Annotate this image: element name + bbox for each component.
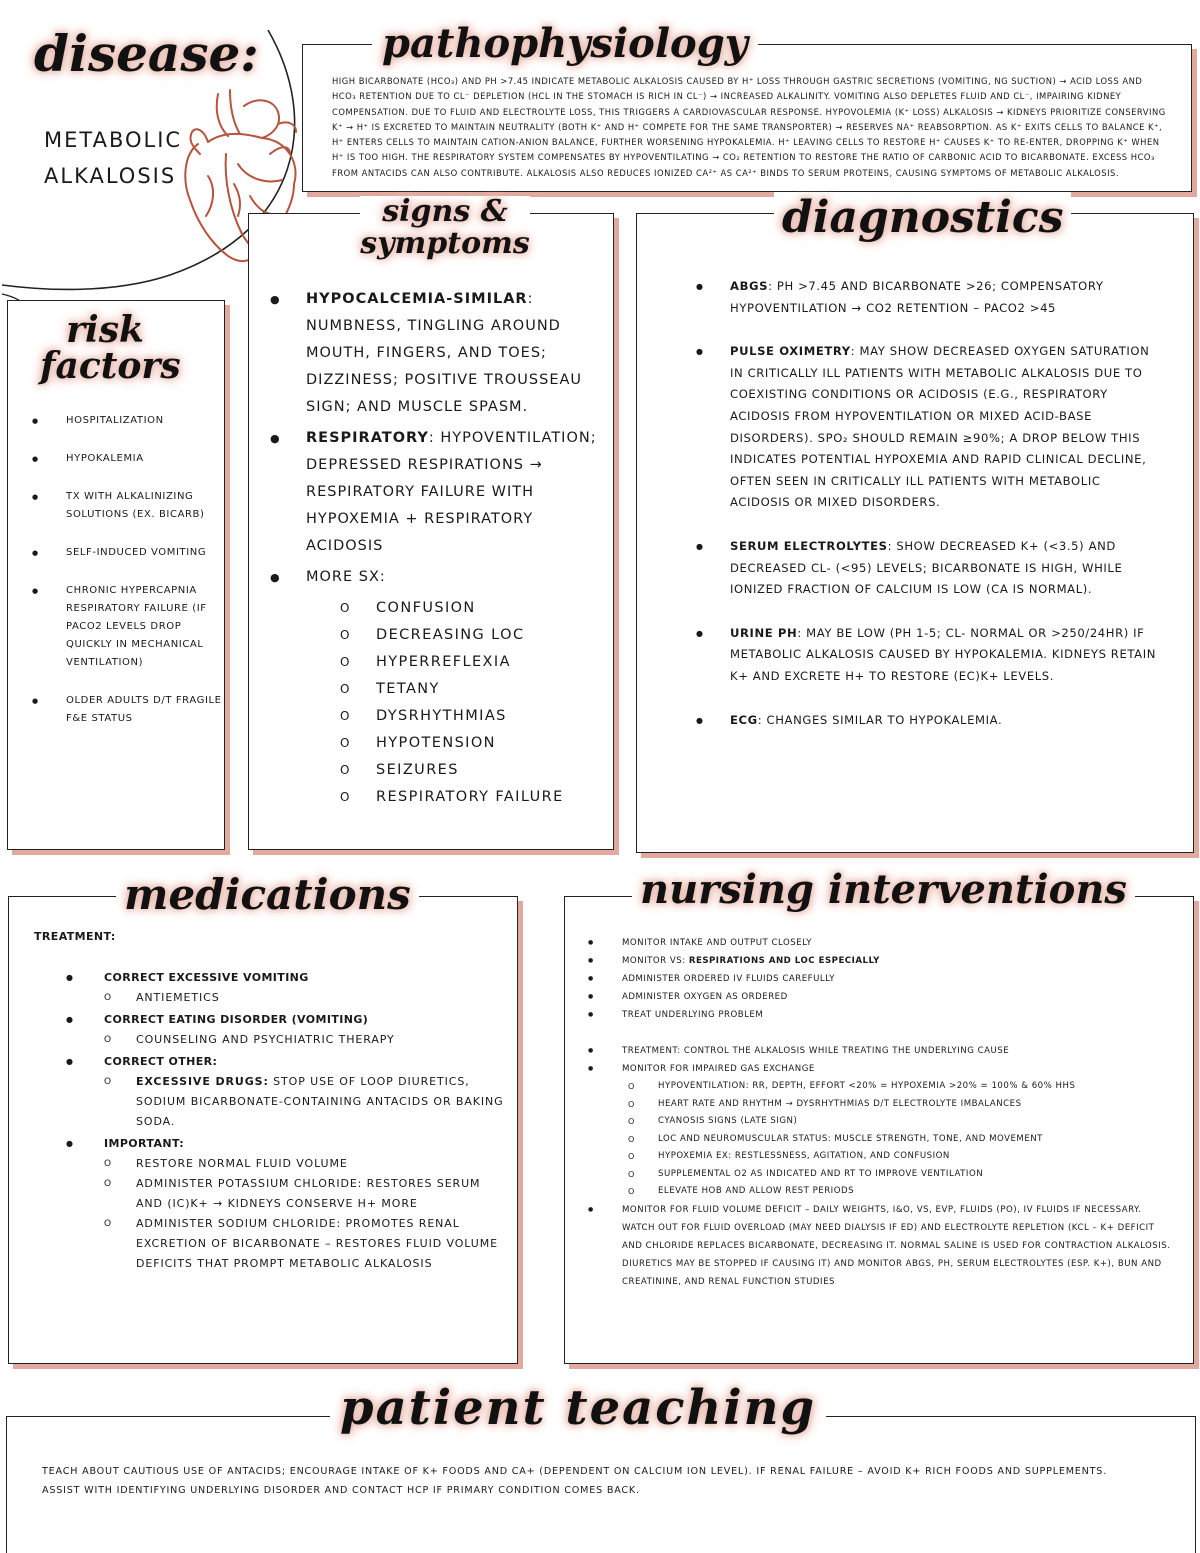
sub-item-text: RESTORE NORMAL FLUID VOLUME	[136, 1157, 348, 1170]
item-text: : PH >7.45 AND BICARBONATE >26; COMPENSATORY HYPOVENTILATION → CO2 RETENTION – PACO2 >45	[730, 279, 1104, 315]
list-item	[268, 564, 598, 811]
group-heading: CORRECT EATING DISORDER (VOMITING)	[104, 1013, 369, 1026]
diagnostics-heading: diagnostics	[774, 192, 1071, 243]
sub-item	[64, 1154, 504, 1174]
list-item: ● HYPOKALEMIA	[30, 450, 230, 468]
sub-item: O HYPOXEMIA EX: RESTLESSNESS, AGITATION, AND CONFUSION	[586, 1148, 1176, 1166]
list-item	[268, 286, 598, 421]
item-text: MONITOR INTAKE AND OUTPUT CLOSELY	[622, 938, 813, 948]
pathophysiology-text: HIGH BICARBONATE (HCO₃) AND PH >7.45 INDICATE METABOLIC ALKALOSIS CAUSED BY H⁺ LOSS THROUGH GASTRIC SECRETIONS (VOMITING, NG SUCTION) → ACID LOSS AND HCO₃ RETENTION DUE TO CL⁻ DEPLETION (HCL IN THE STOMACH IS RICH IN CL⁻) → INCREASED ALKALINITY. VOMITING ALSO DEPLETES FLUID AND CL⁻, IMPAIRING KIDNEY COMPENSATION. DUE TO FLUID AND ELECTROLYTE LOSS, THIS TRIGGERS A CARDIOVASCULAR RESPONSE. HYPOVOLEMIA (K⁺ LOSS) ALKALOSIS → KIDNEYS PRIORITIZE CONSERVING K⁺ → H⁺ IS EXCRETED TO MAINTAIN NEUTRALITY (BOTH K⁺ AND H⁺ COMPETE FOR THE SAME TRANSPORTER) → RESERVES NA⁺ REABSORPTION. AS K⁺ EXITS CELLS TO BALANCE K⁺, H⁺ ENTERS CELLS TO MAINTAIN CATION-ANION BALANCE, FURTHER WORSENING HYPOKALEMIA. H⁺ LEAVING CELLS TO RESTORE H⁺ CAUSES K⁺ TO RE-ENTER, DROPPING K⁺ WHEN H⁺ IS TOO HIGH. THE RESPIRATORY SYSTEM COMPENSATES BY HYPOVENTILATING → CO₂ RETENTION TO RESTORE THE RATIO OF CARBONIC ACID TO BICARBONATE. EXCESS HCO₃ FROM ANTACIDS CAN ALSO CONTRIBUTE. ALKALOSIS ALSO REDUCES IONIZED CA²⁺ AS CA²⁺ BINDS TO SERUM PROTEINS, CAUSING SYMPTOMS OF METABOLIC ALKALOSIS.	[332, 76, 1166, 178]
sub-list	[104, 1072, 504, 1132]
risk-factors-heading-line2: factors	[40, 345, 181, 387]
risk-factors-heading-line1: risk	[66, 309, 144, 351]
item-text: TREAT UNDERLYING PROBLEM	[622, 1010, 764, 1020]
list-item: ● MONITOR FOR FLUID VOLUME DEFICIT – DAILY WEIGHTS, I&O, VS, EVP, FLUIDS (PO), IV FLUIDS IF NECESSARY. WATCH OUT FOR FLUID OVERLOAD (MAY NEED DIALYSIS IF ED) AND ELECTROLYTE REPLETION (KCL – K+ DEFICIT AND CHLORIDE REPLACES BICARBONATE, DECREASING IT. NORMAL SALINE IS USED FOR CONTRACTION ALKALOSIS. DIURETICS MAY BE STOPPED IF CAUSING IT) AND MONITOR ABGS, PH, SERUM ELECTROLYTES (ESP. K+), BUN AND CREATININE, AND RENAL FUNCTION STUDIES	[586, 1201, 1176, 1291]
sub-item-text: COUNSELING AND PSYCHIATRIC THERAPY	[136, 1033, 395, 1046]
list-item	[586, 1042, 1176, 1060]
sub-item	[64, 1214, 504, 1274]
signs-symptoms-heading-line1: signs &	[382, 194, 508, 229]
sub-item: O HYPOVENTILATION: RR, DEPTH, EFFORT <20% = HYPOXEMIA >20% = 100% & 60% HHS	[586, 1078, 1176, 1096]
treatment-label: TREATMENT:	[34, 930, 116, 943]
sub-list	[104, 988, 504, 1008]
sub-item: O HEART RATE AND RHYTHM → DYSRHYTHMIAS D/T ELECTROLYTE IMBALANCES	[586, 1096, 1176, 1114]
list-item	[586, 1060, 1176, 1201]
item-text: : SHOW DECREASED K+ (<3.5) AND DECREASED CL- (<95) LEVELS; BICARBONATE IS HIGH, WHILE IONIZED FRACTION OF CALCIUM IS LOW (CA IS NORMAL).	[730, 538, 1123, 597]
sub-list	[104, 1030, 504, 1050]
item-text: : MAY SHOW DECREASED OXYGEN SATURATION IN CRITICALLY ILL PATIENTS WITH METABOLIC ALKALOSIS DUE TO COEXISTING CONDITIONS OR ACIDOSIS (E.G., RESPIRATORY ACIDOSIS FROM HYPOVENTILATION OR MIXED ACID-BASE DISORDERS). SPO₂ SHOULD REMAIN ≥90%; A DROP BELOW THIS INDICATES POTENTIAL HYPOXEMIA AND RAPID CLINICAL DECLINE, OFTEN SEEN IN CRITICALLY ILL PATIENTS WITH METABOLIC ACIDOSIS OR MIXED DISORDERS.	[730, 344, 1150, 510]
list-item	[694, 623, 1164, 688]
signs-symptoms-heading	[360, 196, 530, 260]
risk-factors-heading	[40, 309, 181, 387]
more-symptoms-list	[306, 595, 598, 811]
list-item	[586, 952, 1176, 970]
sub-item: O TETANY	[306, 676, 598, 703]
item-label: ECG	[730, 712, 758, 727]
item-bold-text: RESPIRATIONS AND LOC ESPECIALLY	[688, 956, 880, 966]
sub-item	[64, 988, 504, 1008]
sub-item: O ELEVATE HOB AND ALLOW REST PERIODS	[586, 1183, 1176, 1201]
sub-item: O HYPOTENSION	[306, 730, 598, 757]
sub-item: O CONFUSION	[306, 595, 598, 622]
list-item	[586, 970, 1176, 988]
group-heading: IMPORTANT:	[104, 1137, 185, 1150]
disease-heading: disease:	[34, 24, 259, 83]
list-item	[64, 1052, 504, 1132]
sub-item: O DECREASING LOC	[306, 622, 598, 649]
group-heading: CORRECT OTHER:	[104, 1055, 218, 1068]
sub-item: O SEIZURES	[306, 757, 598, 784]
list-item	[694, 710, 1164, 732]
pathophysiology-heading: pathophysiology	[372, 20, 758, 67]
sub-item: O DYSRHYTHMIAS	[306, 703, 598, 730]
list-item	[694, 536, 1164, 601]
patient-teaching-heading: patient teaching	[330, 1380, 826, 1436]
sub-item: O CYANOSIS SIGNS (LATE SIGN)	[586, 1113, 1176, 1131]
diagnostics-list	[694, 276, 1164, 753]
item-text: ADMINISTER OXYGEN AS ORDERED	[622, 992, 788, 1002]
list-item	[64, 1010, 504, 1050]
sub-item	[64, 1072, 504, 1132]
item-text: : MAY BE LOW (PH 1-5; CL- NORMAL OR >250/24HR) IF METABOLIC ALKALOSIS CAUSED BY HYPOKALEMIA. KIDNEYS RETAIN K+ AND EXCRETE H+ TO RESTORE (EC)K+ LEVELS.	[730, 625, 1156, 683]
list-item	[694, 276, 1164, 319]
item-text: TREATMENT: CONTROL THE ALKALOSIS WHILE TREATING THE UNDERLYING CAUSE	[622, 1046, 1010, 1056]
medications-heading: medications	[116, 870, 419, 919]
nursing-interventions-list	[586, 934, 1176, 1291]
list-item: ● SELF-INDUCED VOMITING	[30, 544, 230, 562]
list-item	[586, 1006, 1176, 1024]
item-label: URINE PH	[730, 625, 798, 640]
sub-item: O LOC AND NEUROMUSCULAR STATUS: MUSCLE STRENGTH, TONE, AND MOVEMENT	[586, 1131, 1176, 1149]
list-item: ● HOSPITALIZATION	[30, 412, 230, 430]
item-text: : HYPOVENTILATION; DEPRESSED RESPIRATIONS → RESPIRATORY FAILURE WITH HYPOXEMIA + RESPIRATORY ACIDOSIS	[306, 430, 597, 554]
gas-exchange-sub-list	[622, 1078, 1176, 1201]
sub-item-text: ADMINISTER SODIUM CHLORIDE: PROMOTES RENAL EXCRETION OF BICARBONATE – RESTORES FLUID VOLUME DEFICITS THAT PROMPT METABOLIC ALKALOSIS	[136, 1217, 498, 1270]
item-label: ABGS	[730, 279, 769, 293]
sub-item-text: STOP USE OF LOOP DIURETICS, SODIUM BICARBONATE-CONTAINING ANTACIDS OR BAKING SODA.	[136, 1075, 504, 1128]
group-heading: CORRECT EXCESSIVE VOMITING	[104, 971, 309, 984]
medications-list	[64, 968, 504, 1276]
nursing-interventions-heading: nursing interventions	[632, 866, 1135, 913]
risk-factors-list	[30, 412, 230, 748]
signs-symptoms-heading-line2: symptoms	[360, 226, 530, 261]
sub-item-text: ANTIEMETICS	[136, 991, 220, 1004]
item-text: ADMINISTER ORDERED IV FLUIDS CAREFULLY	[622, 974, 836, 984]
list-item	[694, 341, 1164, 514]
sub-item: O RESPIRATORY FAILURE	[306, 784, 598, 811]
item-label: PULSE OXIMETRY	[730, 344, 851, 359]
teaching-line: TEACH ABOUT CAUTIOUS USE OF ANTACIDS; ENCOURAGE INTAKE OF K+ FOODS AND CA+ (DEPENDENT ON CALCIUM ION LEVEL). IF RENAL FAILURE – AVOID K+ RICH FOODS AND SUPPLEMENTS.	[42, 1466, 1108, 1477]
disease-name-line1: METABOLIC	[44, 128, 183, 152]
list-item	[64, 1134, 504, 1274]
sub-item-text: ADMINISTER POTASSIUM CHLORIDE: RESTORES SERUM AND (IC)K+ → KIDNEYS CONSERVE H+ MORE	[136, 1177, 481, 1210]
list-item: ● TX WITH ALKALINIZING SOLUTIONS (EX. BICARB)	[30, 488, 230, 524]
item-label: SERUM ELECTROLYTES	[730, 538, 888, 553]
patient-teaching-text	[42, 1462, 1162, 1500]
disease-name-line2: ALKALOSIS	[44, 164, 177, 188]
sub-item: O HYPERREFLEXIA	[306, 649, 598, 676]
list-item	[586, 988, 1176, 1006]
signs-symptoms-list	[268, 286, 598, 815]
sub-list	[104, 1154, 504, 1274]
list-item: ● OLDER ADULTS D/T FRAGILE F&E STATUS	[30, 692, 230, 728]
sub-item: O SUPPLEMENTAL O2 AS INDICATED AND RT TO IMPROVE VENTILATION	[586, 1166, 1176, 1184]
item-text: MONITOR VS:	[622, 956, 689, 966]
item-text: MONITOR FOR IMPAIRED GAS EXCHANGE	[622, 1064, 815, 1074]
item-text: MORE SX:	[306, 569, 386, 585]
item-label: RESPIRATORY	[306, 430, 429, 446]
sub-item	[64, 1030, 504, 1050]
disease-name	[44, 122, 182, 194]
list-item	[268, 425, 598, 560]
teaching-line: ASSIST WITH IDENTIFYING UNDERLYING DISORDER AND CONTACT HCP IF PRIMARY CONDITION COMES BACK.	[42, 1485, 640, 1496]
list-item	[64, 968, 504, 1008]
item-label: HYPOCALCEMIA-SIMILAR	[306, 291, 528, 307]
sub-item	[64, 1174, 504, 1214]
sub-item-label: EXCESSIVE DRUGS:	[136, 1075, 269, 1088]
item-text: : CHANGES SIMILAR TO HYPOKALEMIA.	[757, 712, 1003, 727]
list-item	[586, 934, 1176, 952]
item-text: : NUMBNESS, TINGLING AROUND MOUTH, FINGERS, AND TOES; DIZZINESS; POSITIVE TROUSSEAU SIGN; AND MUSCLE SPASM.	[306, 291, 583, 415]
list-item: ● CHRONIC HYPERCAPNIA RESPIRATORY FAILURE (IF PACO2 LEVELS DROP QUICKLY IN MECHANICAL VENTILATION)	[30, 582, 230, 672]
